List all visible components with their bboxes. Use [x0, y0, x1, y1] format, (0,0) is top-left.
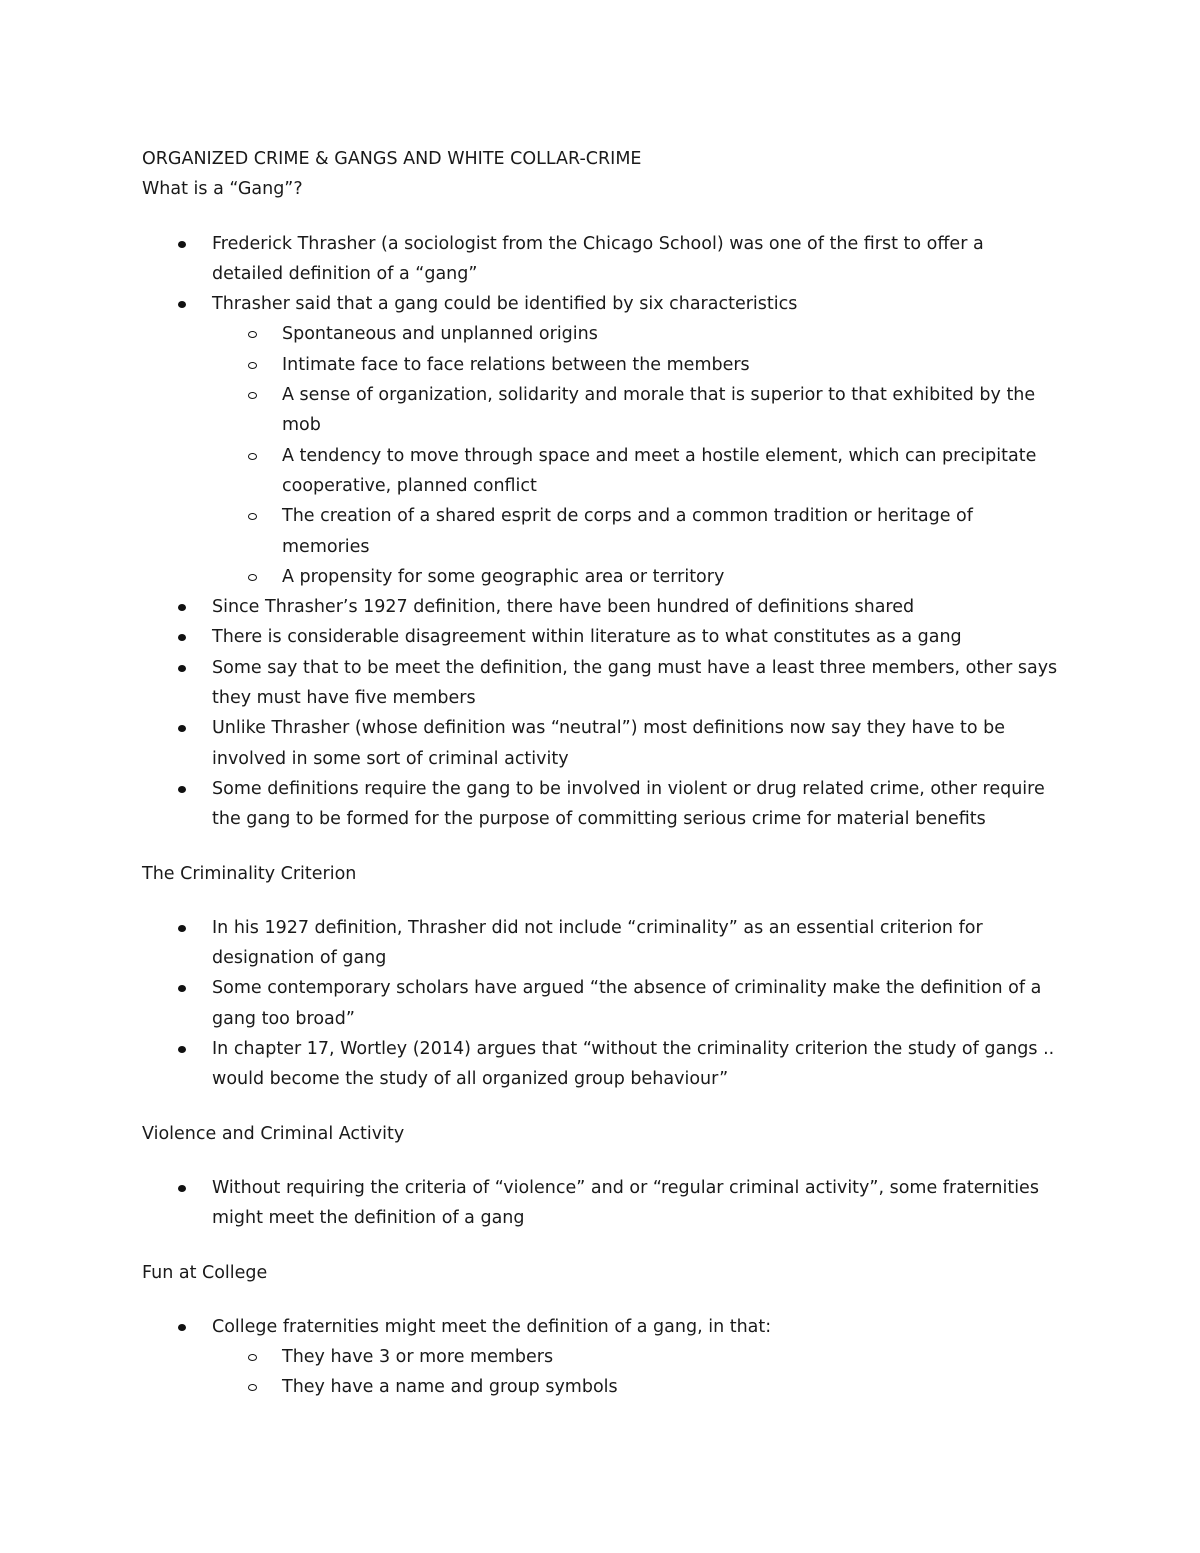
section-heading-criminality: The Criminality Criterion	[142, 863, 357, 884]
sub-list-item	[212, 562, 1060, 592]
circle-bullet-icon	[248, 1354, 257, 1361]
list-item	[142, 1173, 1060, 1234]
sub-list-item-text: A sense of organization, solidarity and morale that is superior to that exhibited by the mob	[282, 385, 1036, 436]
list-item-text: In chapter 17, Wortley (2014) argues that “without the criminality criterion the study of gangs .. would become the study of all organized group behaviour”	[212, 1039, 1055, 1090]
circle-bullet-icon	[248, 1384, 257, 1391]
sub-list-item	[212, 441, 1060, 502]
list-item-text: Some contemporary scholars have argued “the absence of criminality make the definition of a gang too broad”	[212, 978, 1042, 1029]
bullet-icon	[178, 634, 186, 641]
list-item	[142, 1034, 1060, 1095]
circle-bullet-icon	[248, 392, 257, 399]
sub-list-item	[212, 1342, 1060, 1372]
bullet-icon	[178, 985, 186, 992]
list-item	[142, 289, 1060, 592]
list-item	[142, 973, 1060, 1034]
bullet-icon	[178, 725, 186, 732]
circle-bullet-icon	[248, 331, 257, 338]
bullet-list-criminality	[142, 913, 1060, 1095]
list-item	[142, 1312, 1060, 1403]
list-item	[142, 713, 1060, 774]
bullet-icon	[178, 1046, 186, 1053]
list-item-text: Some definitions require the gang to be involved in violent or drug related crime, other require the gang to be formed for the purpose of committing serious crime for material benefits	[212, 778, 1045, 830]
section-heading-violence: Violence and Criminal Activity	[142, 1123, 405, 1144]
bullet-icon	[178, 301, 186, 308]
list-item	[142, 774, 1060, 835]
list-item-text: Frederick Thrasher (a sociologist from the Chicago School) was one of the first to offer a detailed definition of a “gang”	[212, 233, 984, 284]
list-item-text: There is considerable disagreement within literature as to what constitutes as a gang	[212, 627, 962, 648]
list-item-text: Unlike Thrasher (whose definition was “neutral”) most definitions now say they have to be involved in some sort of criminal activity	[212, 718, 1006, 769]
sub-list-item-text: They have a name and group symbols	[282, 1377, 618, 1398]
bullet-list-gang	[142, 229, 1060, 835]
sub-list-item-text: They have 3 or more members	[282, 1347, 554, 1368]
bullet-icon	[178, 665, 186, 672]
bullet-icon	[178, 1185, 186, 1192]
list-item-text: Some say that to be meet the definition, the gang must have a least three members, other says they must have five members	[212, 657, 1058, 709]
list-item-text: Thrasher said that a gang could be identified by six characteristics	[212, 294, 798, 315]
sub-list-item	[212, 319, 1060, 349]
bullet-icon	[178, 1324, 186, 1331]
list-item-text: In his 1927 definition, Thrasher did not include “criminality” as an essential criterion for designation of gang	[212, 917, 983, 969]
list-item	[142, 592, 1060, 622]
bullet-list-college	[142, 1312, 1060, 1403]
list-item-text: Without requiring the criteria of “violence” and or “regular criminal activity”, some fraternities might meet the definition of a gang	[212, 1177, 1039, 1229]
sub-list-item-text: Intimate face to face relations between the members	[282, 354, 750, 375]
list-item	[142, 229, 1060, 290]
sub-list-item	[212, 350, 1060, 380]
list-item-text: Since Thrasher’s 1927 definition, there have been hundred of definitions shared	[212, 597, 915, 618]
circle-bullet-icon	[248, 453, 257, 460]
section-heading-college: Fun at College	[142, 1262, 268, 1283]
bullet-icon	[178, 786, 186, 793]
list-item	[142, 622, 1060, 652]
bullet-icon	[178, 925, 186, 932]
sub-list-item	[212, 380, 1060, 441]
circle-bullet-icon	[248, 574, 257, 581]
list-item	[142, 653, 1060, 714]
circle-bullet-icon	[248, 362, 257, 369]
list-item	[142, 913, 1060, 974]
bullet-icon	[178, 241, 186, 248]
circle-bullet-icon	[248, 513, 257, 520]
sub-list-item	[212, 501, 1060, 562]
sub-list-item-text: A propensity for some geographic area or territory	[282, 566, 725, 587]
sub-list-item-text: The creation of a shared esprit de corps and a common tradition or heritage of memories	[282, 506, 973, 557]
document-title: ORGANIZED CRIME & GANGS AND WHITE COLLAR-CRIME	[142, 149, 642, 169]
sub-list-characteristics	[142, 319, 1060, 592]
bullet-list-violence	[142, 1173, 1060, 1234]
sub-list-item-text: A tendency to move through space and meet a hostile element, which can precipitate cooperative, planned conflict	[282, 445, 1037, 496]
sub-list-item-text: Spontaneous and unplanned origins	[282, 324, 598, 345]
section-heading-gang: What is a “Gang”?	[142, 179, 303, 200]
bullet-icon	[178, 604, 186, 611]
sub-list-item	[212, 1372, 1060, 1402]
sub-list-college	[142, 1342, 1060, 1403]
list-item-text: College fraternities might meet the definition of a gang, in that:	[212, 1316, 772, 1337]
